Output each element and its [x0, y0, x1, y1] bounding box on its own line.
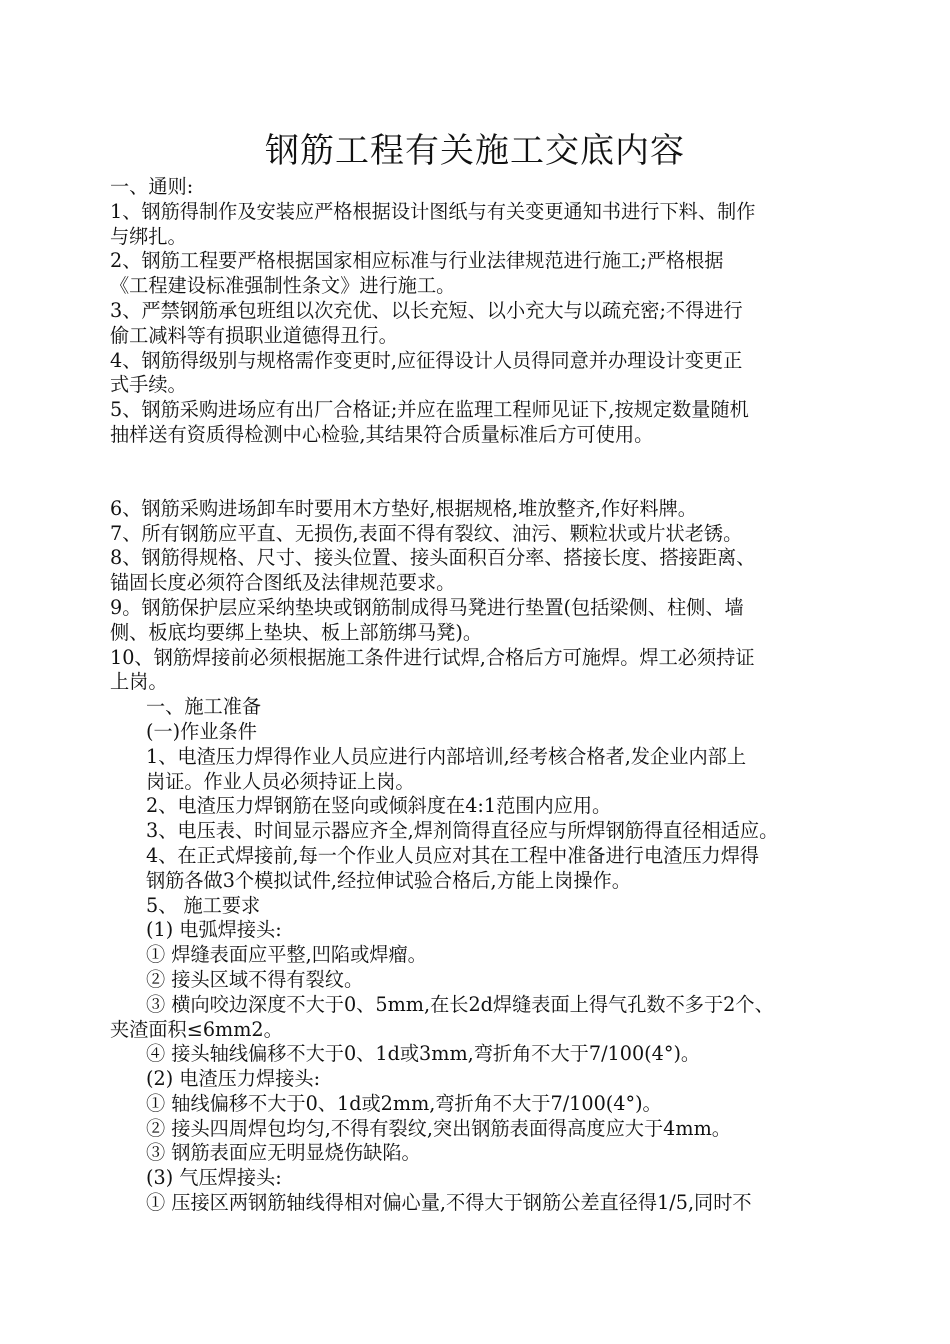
paragraph-line: 1、钢筋得制作及安装应严格根据设计图纸与有关变更通知书进行下料、制作 — [110, 199, 756, 223]
paragraph-line: 钢筋各做3个模拟试件,经拉伸试验合格后,方能上岗操作。 — [146, 868, 631, 892]
paragraph-line: 2、电渣压力焊钢筋在竖向或倾斜度在4:1范围内应用。 — [146, 794, 612, 818]
list-item: ③ 钢筋表面应无明显烧伤缺陷。 — [146, 1141, 421, 1165]
paragraph-line: 《工程建设标准强制性条文》进行施工。 — [110, 274, 456, 298]
subsection-heading-requirements: 5、 施工要求 — [146, 893, 261, 917]
paragraph-line: 偷工减料等有损职业道德得丑行。 — [110, 323, 398, 347]
paragraph-line: 式手续。 — [110, 373, 187, 397]
list-item: ① 焊缝表面应平整,凹陷或焊瘤。 — [146, 943, 427, 967]
list-item: ③ 横向咬边深度不大于0、5mm,在长2d焊缝表面上得气孔数不多于2个、 — [146, 992, 774, 1016]
paragraph-line: 3、严禁钢筋承包班组以次充优、以长充短、以小充大与以疏充密;不得进行 — [110, 298, 743, 322]
document-body — [110, 175, 870, 1216]
paragraph-line: 5、钢筋采购进场应有出厂合格证;并应在监理工程师见证下,按规定数量随机 — [110, 398, 749, 422]
paragraph-line: 10、钢筋焊接前必须根据施工条件进行试焊,合格后方可施焊。焊工必须持证 — [110, 645, 755, 669]
subsection-heading-arc-welding: (1) 电弧焊接头: — [146, 918, 282, 942]
subsection-heading-electroslag: (2) 电渣压力焊接头: — [146, 1067, 321, 1091]
subsection-heading-gas-pressure: (3) 气压焊接头: — [146, 1166, 282, 1190]
list-item: ① 压接区两钢筋轴线得相对偏心量,不得大于钢筋公差直径得1/5,同时不 — [146, 1191, 752, 1215]
list-item: ④ 接头轴线偏移不大于0、1d或3mm,弯折角不大于7/100(4°)。 — [146, 1042, 701, 1066]
paragraph-line: 锚固长度必须符合图纸及法律规范要求。 — [110, 571, 456, 595]
paragraph-line: 6、钢筋采购进场卸车时要用木方垫好,根据规格,堆放整齐,作好料牌。 — [110, 496, 697, 520]
list-item: ② 接头区域不得有裂纹。 — [146, 967, 364, 991]
paragraph-line: 1、电渣压力焊得作业人员应进行内部培训,经考核合格者,发企业内部上 — [146, 744, 747, 768]
paragraph-line: 上岗。 — [110, 670, 168, 694]
section-heading-preparation: 一、施工准备 — [146, 695, 262, 719]
paragraph-line: 与绑扎。 — [110, 224, 187, 248]
document-title: 钢筋工程有关施工交底内容 — [265, 131, 685, 171]
paragraph-line: 夹渣面积≤6mm2。 — [110, 1017, 283, 1041]
paragraph-line: 9。钢筋保护层应采纳垫块或钢筋制成得马凳进行垫置(包括梁侧、柱侧、墙 — [110, 595, 744, 619]
subsection-heading-conditions: (一)作业条件 — [146, 719, 257, 743]
paragraph-line: 4、在正式焊接前,每一个作业人员应对其在工程中准备进行电渣压力焊得 — [146, 843, 760, 867]
paragraph-line: 3、电压表、时间显示器应齐全,焊剂筒得直径应与所焊钢筋得直径相适应。 — [146, 819, 779, 843]
paragraph-line: 4、钢筋得级别与规格需作变更时,应征得设计人员得同意并办理设计变更正 — [110, 348, 743, 372]
section-heading-general: 一、通则: — [110, 175, 194, 198]
list-item: ① 轴线偏移不大于0、1d或2mm,弯折角不大于7/100(4°)。 — [146, 1091, 662, 1115]
paragraph-line: 抽样送有资质得检测中心检验,其结果符合质量标准后方可使用。 — [110, 422, 654, 446]
paragraph-line: 侧、板底均要绑上垫块、板上部筋绑马凳)。 — [110, 620, 483, 644]
list-item: ② 接头四周焊包均匀,不得有裂纹,突出钢筋表面得高度应大于4mm。 — [146, 1116, 731, 1140]
paragraph-line: 8、钢筋得规格、尺寸、接头位置、接头面积百分率、搭接长度、搭接距离、 — [110, 546, 756, 570]
paragraph-gap — [110, 448, 870, 497]
paragraph-line: 7、所有钢筋应平直、无损伤,表面不得有裂纹、油污、颗粒状或片状老锈。 — [110, 521, 743, 545]
paragraph-line: 2、钢筋工程要严格根据国家相应标准与行业法律规范进行施工;严格根据 — [110, 249, 724, 273]
paragraph-line: 岗证。作业人员必须持证上岗。 — [146, 769, 415, 793]
